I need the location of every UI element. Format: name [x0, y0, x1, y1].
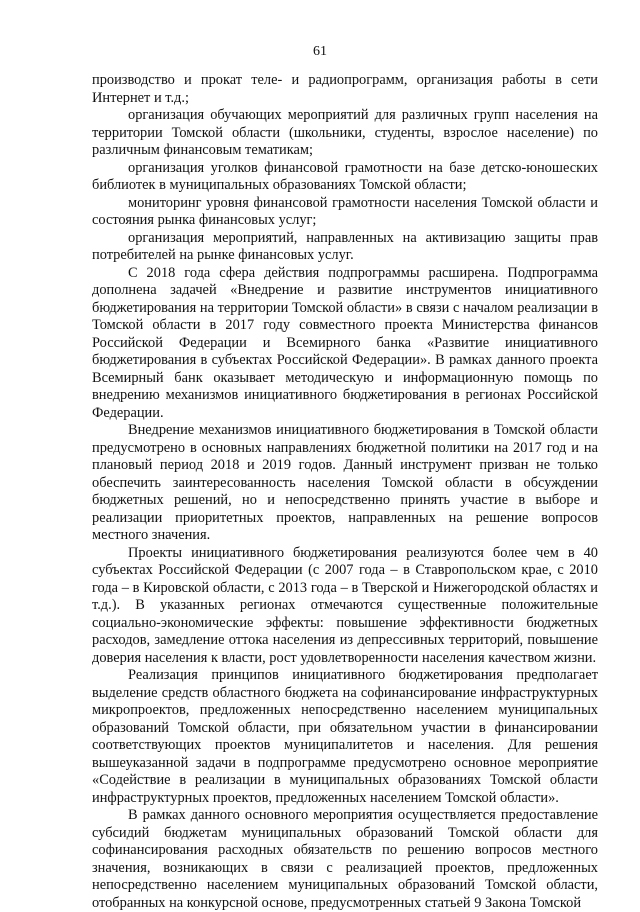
page-number: 61 — [313, 44, 327, 59]
paragraph: В рамках данного основного мероприятия осуществляется предоставление субсидий бюджетам муниципальных образований Томской области для софинансирования расходных обязательств по решению вопросов местного значения, возникающих в связи с реализацией проектов, предложенных непосредственно населением муниципальных образований Томской области, отобранных на конкурсной основе, предусмотренных статьей 9 Закона Томской — [92, 807, 598, 911]
paragraph: мониторинг уровня финансовой грамотности населения Томской области и состояния рынка финансовых услуг; — [92, 194, 598, 228]
document-body — [92, 72, 598, 912]
paragraph: организация обучающих мероприятий для различных групп населения на территории Томской области (школьники, студенты, взрослое население) по различным финансовым тематикам; — [92, 107, 598, 158]
paragraph: Реализация принципов инициативного бюджетирования предполагает выделение средств областного бюджета на софинансирование инфраструктурных микропроектов, предложенных непосредственно населением муниципальных образований Томской области, при обязательном участии в финансировании соответствующих проектов муниципалитетов и населения. Для решения вышеуказанной задачи в подпрограмме предусмотрено основное мероприятие «Содействие в реализации в муниципальных образованиях Томской области инфраструктурных проектов, предложенных населением Томской области». — [92, 667, 598, 806]
paragraph: Проекты инициативного бюджетирования реализуются более чем в 40 субъектах Российской Федерации (с 2007 года – в Ставропольском крае, с 2010 года – в Кировской области, с 2013 года – в Тверской и Нижегородской областях и т.д.). В указанных регионах отмечаются существенные положительные социально-экономические эффекты: повышение эффективности бюджетных расходов, замедление оттока населения из депрессивных территорий, повышение доверия населения к власти, рост удовлетворенности населения качеством жизни. — [92, 544, 598, 666]
paragraph: Внедрение механизмов инициативного бюджетирования в Томской области предусмотрено в основных направлениях бюджетной политики на 2017 год и на плановый период 2018 и 2019 годов. Данный инструмент призван не только обеспечить заинтересованность населения Томской области в обсуждении бюджетных решений, но и непосредственно принять участие в выборе и реализации приоритетных проектов, направленных на решение вопросов местного значения. — [92, 422, 598, 543]
paragraph: производство и прокат теле- и радиопрограмм, организация работы в сети Интернет и т.д.; — [92, 72, 598, 106]
paragraph: организация мероприятий, направленных на активизацию защиты прав потребителей на рынке финансовых услуг. — [92, 229, 598, 263]
paragraph: организация уголков финансовой грамотности на базе детско-юношеских библиотек в муниципальных образованиях Томской области; — [92, 159, 598, 193]
paragraph: С 2018 года сфера действия подпрограммы расширена. Подпрограмма дополнена задачей «Внедрение и развитие инструментов инициативного бюджетирования на территории Томской области» в связи с началом реализации в Томской области в 2017 году совместного проекта Министерства финансов Российской Федерации и Всемирного банка «Развитие инициативного бюджетирования в субъектах Российской Федерации». В рамках данного проекта Всемирный банк оказывает методическую и информационную помощь по внедрению механизмов инициативного бюджетирования в регионах Российской Федерации. — [92, 264, 598, 421]
